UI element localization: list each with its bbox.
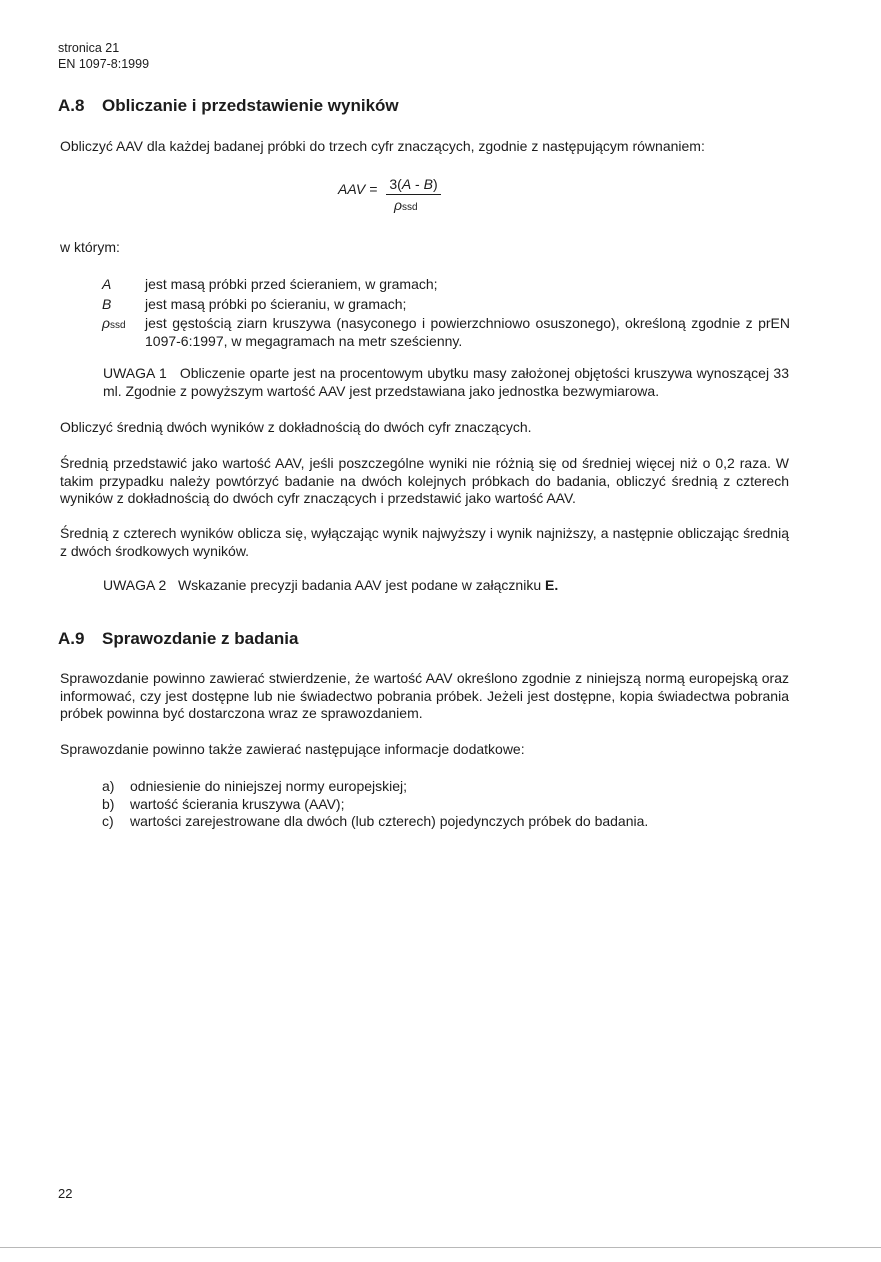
variable-description: jest gęstością ziarn kruszywa (nasyconego i powierzchniowo osuszonego), określoną zgodnie z prEN 1097-6:1997, w megagramach na metr sześcienny. [145,315,790,349]
report-paragraph-1: Sprawozdanie powinno zawierać stwierdzenie, że wartość AAV określono zgodnie z niniejszą normą europejską oraz informować, czy jest dostępne lub nie świadectwo pobrania próbek. Jeżeli jest dostępne, kopia świadectwa pobrania próbek powinna być dostarczona wraz ze sprawozdaniem. [60,670,789,721]
list-marker: c) [102,813,114,829]
section-heading-a8 [58,96,399,116]
note-text: Obliczenie oparte jest na procentowym ubytku masy założonej objętości kruszywa wynoszącej 33 ml. Zgodnie z powyższym wartość AAV jest przedstawiana jako jednostka bezwymiarowa. [103,365,789,399]
footer-divider [0,1247,881,1248]
repeat-paragraph: Średnią przedstawić jako wartość AAV, jeśli poszczególne wyniki nie różnią się od średniej więcej niż o 0,2 raza. W takim przypadku należy powtórzyć badanie na dwóch kolejnych próbkach do badania, obliczyć średnią z czterech wyników z dokładnością do dwóch cyfr znaczących i przedstawić jako wartość AAV. [60,455,789,506]
annex-reference: E. [545,577,559,593]
section-title: Sprawozdanie z badania [102,629,299,648]
list-item-text: odniesienie do niniejszej normy europejskiej; [130,778,408,794]
variable-row [102,315,790,350]
page-number: 22 [58,1186,73,1201]
variable-list [102,276,790,350]
section-number: A.8 [58,96,85,115]
note-label: UWAGA 2 [103,577,167,593]
numerator-minus: - [411,176,424,192]
list-item [102,813,790,831]
variable-description: jest masą próbki przed ścieraniem, w gramach; [145,276,438,292]
variable-row [102,296,790,316]
report-paragraph-2: Sprawozdanie powinno także zawierać następujące informacje dodatkowe: [60,741,525,757]
numerator-b: B [423,176,433,192]
list-item [102,778,790,796]
variable-row [102,276,790,296]
list-item-text: wartości zarejestrowane dla dwóch (lub czterech) pojedynczych próbek do badania. [130,813,649,829]
note-label: UWAGA 1 [103,365,167,381]
formula-lhs: AAV = [338,181,378,197]
list-item [102,796,790,814]
section-heading-a9 [58,629,299,649]
numerator-prefix: 3( [389,176,402,192]
note-text: Wskazanie precyzji badania AAV jest podane w załączniku [177,577,542,593]
variable-symbol: ρssd [102,315,126,331]
list-item-text: wartość ścierania kruszywa (AAV); [130,795,345,812]
formula-fraction [386,176,441,218]
denominator-symbol: ρ [394,197,403,213]
page-header [58,40,149,72]
section-number: A.9 [58,629,85,648]
header-page-line: stronica 21 [58,41,120,55]
intro-paragraph: Obliczyć AAV dla każdej badanej próbki do trzech cyfr znaczących, zgodnie z następującym równaniem: [60,138,705,154]
numerator-suffix: ) [432,176,438,192]
denominator-subscript: ssd [402,202,418,213]
note-1 [103,365,789,400]
where-label: w którym: [60,239,120,255]
numerator-a: A [401,176,412,192]
mean-paragraph: Obliczyć średnią dwóch wyników z dokładnością do dwóch cyfr znaczących. [60,419,532,435]
header-standard-line: EN 1097-8:1999 [58,57,150,71]
variable-description: jest masą próbki po ścieraniu, w gramach; [145,295,407,312]
note-2 [103,577,789,595]
list-marker: b) [102,795,115,812]
section-title: Obliczanie i przedstawienie wyników [102,96,399,115]
list-marker: a) [102,778,115,794]
formula-numerator [386,176,441,193]
variable-symbol: B [102,295,112,312]
four-results-paragraph: Średnią z czterech wyników oblicza się, wyłączając wynik najwyższy i wynik najniższy, a następnie obliczając średnią z dwóch środkowych wyników. [60,525,789,559]
formula-denominator [386,195,441,218]
report-items-list [102,778,790,831]
variable-symbol: A [102,276,112,292]
